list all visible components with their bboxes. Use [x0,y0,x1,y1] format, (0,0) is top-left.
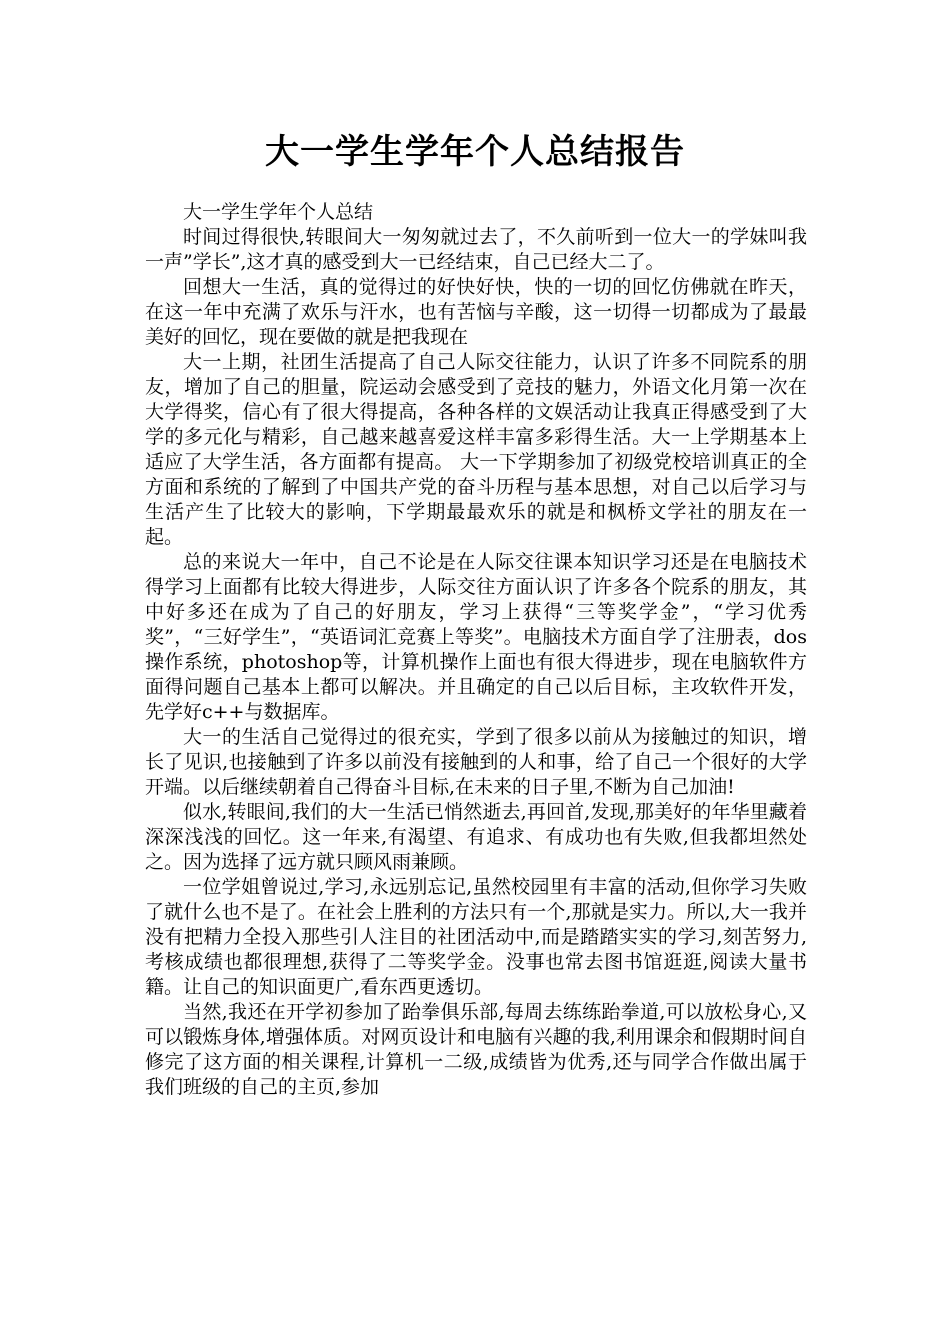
paragraph: 大一的生活自己觉得过的很充实，学到了很多以前从为接触过的知识，增长了见识,也接触到了许多以前没有接触到的人和事，给了自己一个很好的大学开端。以后继续朝着自己得奋斗目标,在未来的日子里,不断为自己加油! [145,726,807,798]
paragraph: 当然,我还在开学初参加了跆拳俱乐部,每周去练练跆拳道,可以放松身心,又可以锻炼身体,增强体质。对网页设计和电脑有兴趣的我,利用课余和假期时间自修完了这方面的相关课程,计算机一二级,成绩皆为优秀,还与同学合作做出属于我们班级的自己的主页,参加 [145,1001,807,1098]
document-body [145,200,807,1100]
paragraph: 时间过得很快,转眼间大一匆匆就过去了，不久前听到一位大一的学妹叫我一声”学长”,这才真的感受到大一已经结束，自己已经大二了。 [145,226,807,273]
paragraph: 总的来说大一年中，自己不论是在人际交往课本知识学习还是在电脑技术得学习上面都有比较大得进步，人际交往方面认识了许多各个院系的朋友，其中好多还在成为了自己的好朋友，学习上获得“三等奖学金”，“学习优秀奖”，“三好学生”，“英语词汇竞赛上等奖”。电脑技术方面自学了注册表，dos操作系统，photoshop等，计算机操作上面也有很大得进步，现在电脑软件方面得问题自己基本上都可以解决。并且确定的自己以后目标，主攻软件开发，先学好c++与数据库。 [145,551,807,723]
paragraph: 一位学姐曾说过,学习,永远别忘记,虽然校园里有丰富的活动,但你学习失败了就什么也不是了。在社会上胜利的方法只有一个,那就是实力。所以,大一我并没有把精力全投入那些引人注目的社团活动中,而是踏踏实实的学习,刻苦努力,考核成绩也都很理想,获得了二等奖学金。没事也常去图书馆逛逛,阅读大量书籍。让自己的知识面更广,看东西更透切。 [145,876,807,998]
paragraph: 回想大一生活，真的觉得过的好快好快，快的一切的回忆仿佛就在昨天，在这一年中充满了欢乐与汗水，也有苦恼与辛酸，这一切得一切都成为了最最美好的回忆，现在要做的就是把我现在 [145,276,807,348]
document-title: 大一学生学年个人总结报告 [265,132,685,172]
paragraph: 大一上期，社团生活提高了自己人际交往能力，认识了许多不同院系的朋友，增加了自己的胆量，院运动会感受到了竞技的魅力，外语文化月第一次在大学得奖，信心有了很大得提高，各种各样的文娱活动让我真正得感受到了大学的多元化与精彩，自己越来越喜爱这样丰富多彩得生活。大一上学期基本上适应了大学生活，各方面都有提高。 大一下学期参加了初级党校培训真正的全方面和系统的了解到了中国共产党的奋斗历程与基本思想，对自己以后学习与生活产生了比较大的影响，下学期最最欢乐的就是和枫桥文学社的朋友在一起。 [145,351,807,548]
paragraph: 似水,转眼间,我们的大一生活已悄然逝去,再回首,发现,那美好的年华里藏着深深浅浅的回忆。这一年来,有渴望、有追求、有成功也有失败,但我都坦然处之。因为选择了远方就只顾风雨兼顾。 [145,801,807,873]
paragraph-subtitle: 大一学生学年个人总结 [183,201,374,223]
